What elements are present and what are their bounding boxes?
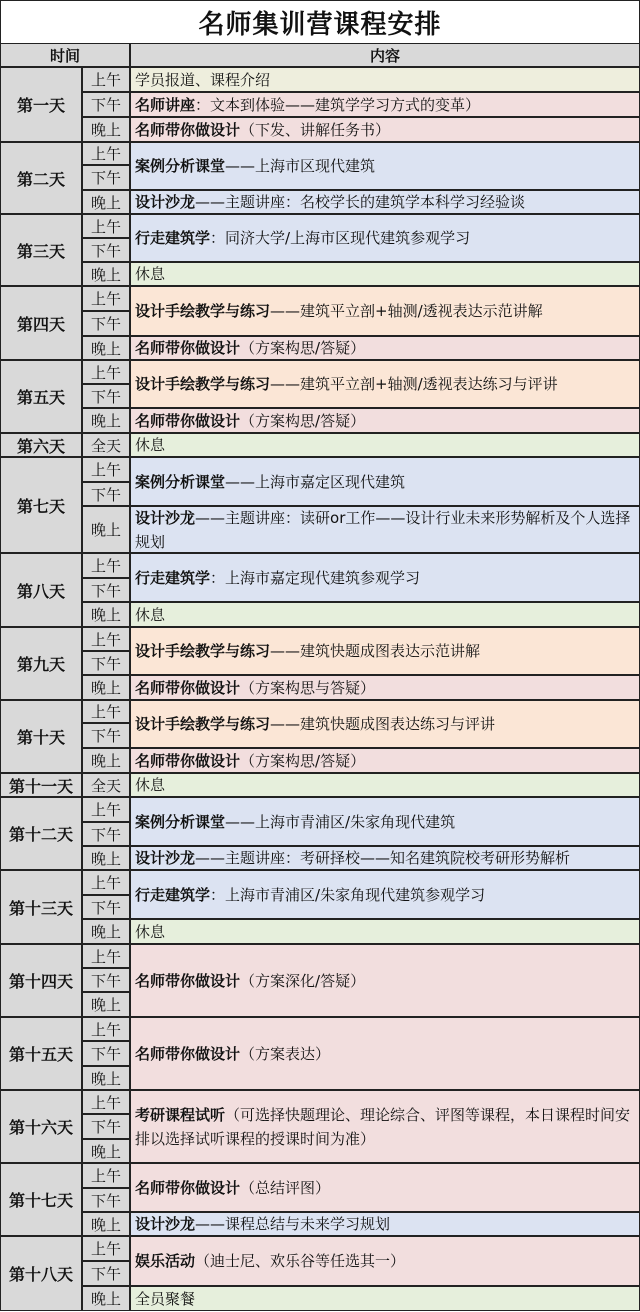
schedule-content [130,1236,640,1286]
day-label: 第九天 [0,627,82,700]
day-label: 第十八天 [0,1236,82,1311]
schedule-content [130,773,640,797]
content-detail: （迪士尼、欢乐谷等任选其一） [195,1252,406,1270]
schedule-content [130,944,640,1017]
content-bold: 考研课程试听 [135,1105,226,1124]
schedule-content [130,262,640,286]
content-detail: ——课程总结与未来学习规划 [195,1215,391,1233]
content-text [135,1212,390,1236]
content-detail: ：文本到体验——建筑学学习方式的变革） [195,95,481,114]
time-slot: 晚上 [82,602,130,627]
time-slot: 下午 [82,482,130,506]
schedule-content [130,846,640,870]
content-detail: ——上海市嘉定区现代建筑 [225,472,406,491]
time-slot: 下午 [82,1261,130,1286]
content-text [135,883,485,907]
content-detail: （可选择快题理论、理论综合、评图等课程，本日课程时间安排以选择试听课程的授课时间为准） [135,1105,631,1148]
content-detail: ——上海市区现代建筑 [225,157,376,175]
content-bold: 名师带你做设计 [135,411,241,430]
schedule-content [130,675,640,700]
schedule-content [130,142,640,190]
time-slot: 下午 [82,968,130,992]
content-detail: ：同济大学/上海市区现代建筑参观学习 [210,229,471,247]
schedule-content [130,214,640,262]
content-text [135,639,480,663]
time-slot: 下午 [82,651,130,675]
time-slot: 上午 [82,797,130,822]
day-label: 第十天 [0,700,82,773]
content-bold: 案例分析课堂 [135,472,226,491]
time-slot: 晚上 [82,1066,130,1090]
time-slot: 晚上 [82,408,130,433]
schedule-content [130,1090,640,1163]
content-bold: 设计沙龙 [135,508,196,527]
header-content: 内容 [130,43,640,67]
time-slot: 上午 [82,142,130,165]
content-bold: 名师带你做设计 [135,1178,241,1197]
time-slot: 晚上 [82,117,130,142]
content-text [135,68,270,92]
content-detail: 休息 [135,265,166,283]
day-label: 第七天 [0,457,82,553]
schedule-content [130,360,640,408]
time-slot: 下午 [82,165,130,190]
time-slot: 上午 [82,214,130,238]
time-slot: 晚上 [82,675,130,700]
time-slot: 晚上 [82,1139,130,1163]
schedule-content [130,627,640,675]
content-detail: 全员聚餐 [135,1289,196,1308]
content-bold: 案例分析课堂 [135,812,226,831]
schedule-content [130,117,640,142]
schedule-content [130,748,640,773]
content-text [135,1042,330,1066]
content-detail: 学员报道、课程介绍 [135,70,271,89]
schedule-content [130,553,640,602]
content-text [135,93,480,117]
time-slot: 下午 [82,723,130,748]
content-bold: 名师带你做设计 [135,751,241,770]
schedule-content [130,1286,640,1311]
content-text [135,409,365,433]
content-text [135,749,365,773]
schedule-content [130,286,640,336]
content-detail: ——建筑快题成图表达示范讲解 [270,642,481,660]
day-label: 第八天 [0,553,82,627]
time-slot: 下午 [82,384,130,408]
time-slot: 晚上 [82,1212,130,1236]
content-detail: ——上海市青浦区/朱家角现代建筑 [225,812,456,831]
content-detail: （总结评图） [240,1178,331,1197]
time-slot: 上午 [82,360,130,384]
day-label: 第十五天 [0,1017,82,1090]
content-bold: 名师带你做设计 [135,678,241,697]
content-detail: ——建筑平立剖+轴测/透视表达练习与评讲 [270,375,558,393]
content-detail: ——主题讲座：名校学长的建筑学本科学习经验谈 [195,193,526,211]
content-text [135,226,470,250]
schedule-content [130,433,640,457]
schedule-content [130,797,640,846]
content-text [135,846,570,870]
schedule-content [130,408,640,433]
content-detail: 休息 [135,436,166,454]
content-bold: 名师带你做设计 [135,120,241,139]
day-label: 第六天 [0,433,82,457]
time-slot: 全天 [82,773,130,797]
time-slot: 晚上 [82,190,130,214]
content-detail: ：上海市青浦区/朱家角现代建筑参观学习 [210,885,486,904]
content-detail: ——主题讲座：读研or工作——设计行业未来形势解析及个人选择规划 [135,508,631,551]
time-slot: 上午 [82,944,130,968]
header-time: 时间 [0,43,130,67]
time-slot: 下午 [82,1114,130,1139]
content-bold: 设计沙龙 [135,849,196,867]
content-bold: 设计手绘教学与练习 [135,375,271,393]
content-text [135,1176,330,1200]
time-slot: 上午 [82,627,130,651]
content-bold: 娱乐活动 [135,1252,196,1270]
time-slot: 下午 [82,1041,130,1066]
time-slot: 上午 [82,1163,130,1188]
schedule-content [130,602,640,627]
time-slot: 下午 [82,92,130,117]
time-slot: 上午 [82,67,130,92]
content-detail: （方案构思与答疑） [240,678,376,697]
content-text [135,433,165,457]
day-label: 第四天 [0,286,82,360]
schedule-content [130,870,640,919]
schedule-content [130,457,640,506]
content-bold: 设计沙龙 [135,193,196,211]
content-detail: （方案表达） [240,1044,331,1063]
content-detail: （方案构思/答疑） [240,411,366,430]
day-label: 第五天 [0,360,82,433]
content-text [135,1249,405,1273]
time-slot: 上午 [82,1017,130,1041]
content-bold: 设计手绘教学与练习 [135,715,271,733]
schedule-content [130,67,640,92]
content-bold: 设计沙龙 [135,1215,196,1233]
content-text [135,262,165,286]
time-slot: 上午 [82,870,130,895]
content-detail: （方案构思/答疑） [240,339,366,357]
time-slot: 晚上 [82,506,130,553]
content-text [135,810,455,834]
schedule-content [130,506,640,553]
time-slot: 晚上 [82,1286,130,1311]
time-slot: 晚上 [82,262,130,286]
content-bold: 名师带你做设计 [135,971,241,990]
content-text [135,118,390,142]
day-label: 第十一天 [0,773,82,797]
content-bold: 行走建筑学 [135,229,211,247]
time-slot: 晚上 [82,748,130,773]
time-slot: 下午 [82,1188,130,1212]
content-text [135,190,525,214]
day-label: 第二天 [0,142,82,214]
content-text [135,154,375,178]
schedule-content [130,92,640,117]
content-text [135,773,165,797]
day-label: 第一天 [0,67,82,142]
time-slot: 上午 [82,1090,130,1114]
time-slot: 上午 [82,286,130,311]
content-detail: 休息 [135,605,166,624]
day-label: 第十六天 [0,1090,82,1163]
content-text [135,372,558,396]
content-text [135,566,420,590]
content-detail: 休息 [135,776,166,794]
schedule-content [130,1017,640,1090]
time-slot: 上午 [82,457,130,482]
content-bold: 案例分析课堂 [135,157,226,175]
content-text [135,1287,195,1311]
content-detail: （下发、讲解任务书） [240,120,391,139]
content-detail: ——建筑平立剖+轴测/透视表达示范讲解 [270,302,543,320]
day-label: 第十二天 [0,797,82,870]
time-slot: 上午 [82,700,130,723]
day-label: 第三天 [0,214,82,286]
time-slot: 下午 [82,578,130,602]
schedule-content [130,190,640,214]
time-slot: 晚上 [82,992,130,1017]
content-text [135,336,365,360]
content-text [135,506,635,554]
content-detail: ——主题讲座：考研择校——知名建筑院校考研形势解析 [195,849,571,867]
content-bold: 设计手绘教学与练习 [135,302,271,320]
content-detail: ：上海市嘉定现代建筑参观学习 [210,568,421,587]
time-slot: 晚上 [82,919,130,944]
content-text [135,920,165,944]
content-bold: 行走建筑学 [135,885,211,904]
time-slot: 下午 [82,238,130,262]
content-text [135,470,405,494]
time-slot: 晚上 [82,336,130,360]
time-slot: 下午 [82,311,130,336]
schedule-content [130,1212,640,1236]
time-slot: 下午 [82,895,130,919]
content-detail: （方案构思/答疑） [240,751,366,770]
schedule-content [130,700,640,748]
time-slot: 下午 [82,822,130,846]
content-bold: 设计手绘教学与练习 [135,642,271,660]
page-title: 名师集训营课程安排 [0,0,640,44]
content-detail: ——建筑快题成图表达练习与评讲 [270,715,496,733]
content-bold: 名师带你做设计 [135,1044,241,1063]
schedule-content [130,919,640,944]
content-text [135,1103,635,1151]
time-slot: 上午 [82,553,130,578]
time-slot: 全天 [82,433,130,457]
content-text [135,299,543,323]
time-slot: 晚上 [82,846,130,870]
content-text [135,969,365,993]
content-bold: 名师带你做设计 [135,339,241,357]
day-label: 第十三天 [0,870,82,944]
content-bold: 名师讲座 [135,95,196,114]
content-detail: （方案深化/答疑） [240,971,366,990]
schedule-content [130,336,640,360]
day-label: 第十四天 [0,944,82,1017]
content-detail: 休息 [135,922,166,941]
content-bold: 行走建筑学 [135,568,211,587]
content-text [135,712,495,736]
day-label: 第十七天 [0,1163,82,1236]
time-slot: 上午 [82,1236,130,1261]
schedule-content [130,1163,640,1212]
content-text [135,603,165,627]
content-text [135,676,375,700]
